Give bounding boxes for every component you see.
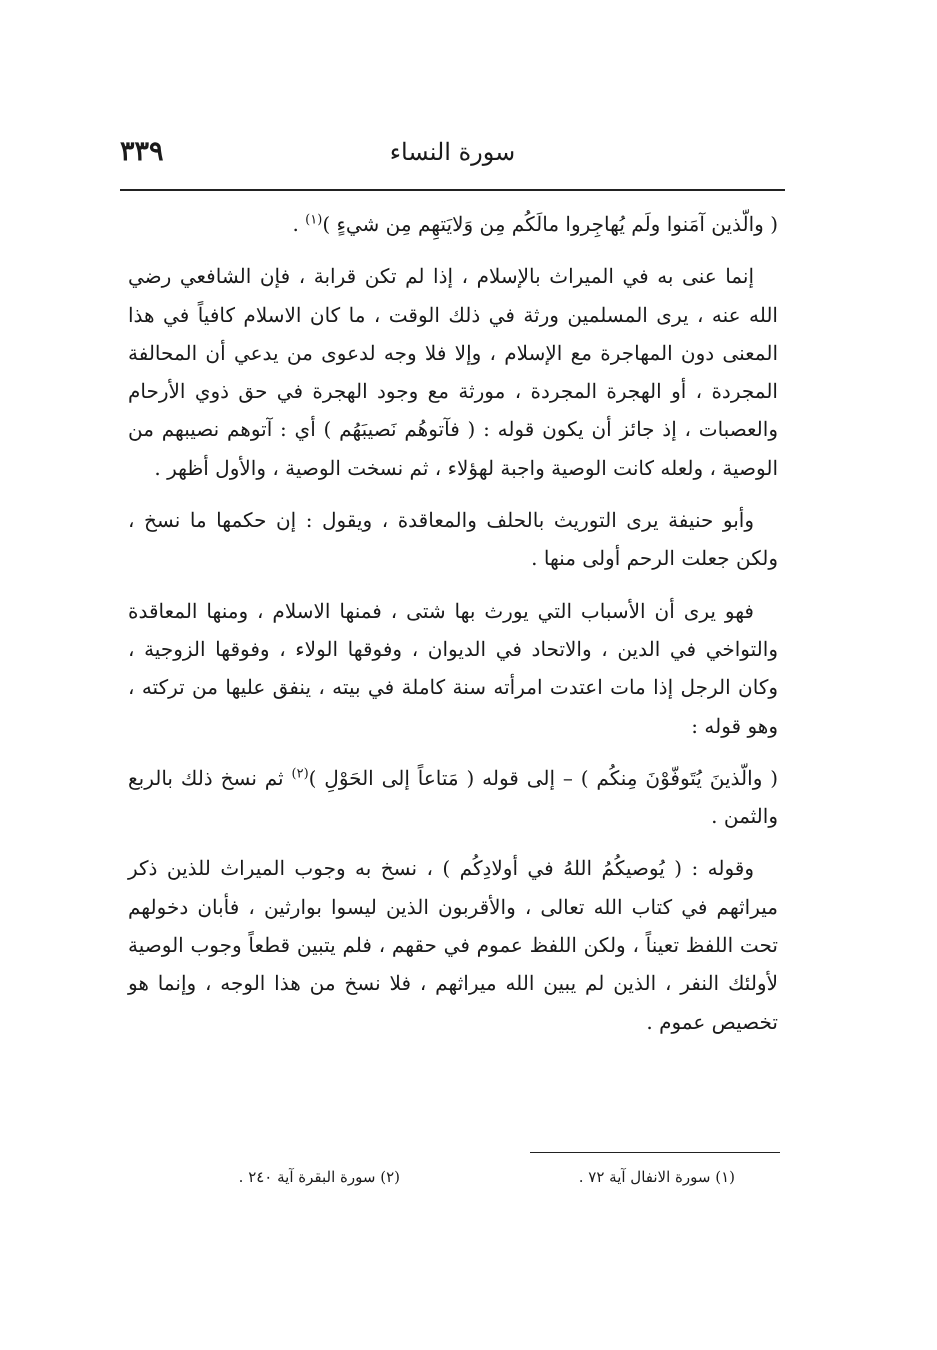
- footnote-ref-2: (٢): [291, 766, 309, 782]
- paragraph-6: وقوله : ( يُوصيكُمُ اللهُ في أولادِكُم ) ، نسخ به وجوب الميراث للذين ذكر ميراثهم في كتاب الله تعالى ، والأقربون الذين ليسوا بوارثين ، فأبان دخولهم تحت اللفظ تعيناً ، ولكن اللفظ عموم في حقهم ، فلم يتبين قطعاً وجوب الوصية لأولئك النفر ، الذين لم يبين الله ميراثهم ، فلا نسخ من هذا الوجه ، وإنما هو تخصيص عموم .: [128, 856, 778, 1034]
- footnote-ref-1: (١): [305, 212, 323, 228]
- header-divider: [120, 189, 785, 191]
- main-text: [128, 205, 778, 1055]
- verse-tail: ثم نسخ ذلك بالربع والثمن .: [128, 765, 778, 829]
- verse-text: ( والّذين آمَنوا ولَم يُهاجِروا مالَكُم مِن وَلايَتهِم مِن شيءٍ ): [322, 212, 778, 236]
- running-header: [120, 128, 785, 178]
- footnote-2: (٢) سورة البقرة آية ٢٤٠ .: [238, 1168, 400, 1186]
- paragraph-2: إنما عنى به في الميراث بالإسلام ، إذا لم تكن قرابة ، فإن الشافعي رضي الله عنه ، يرى المسلمين ورثة في ذلك الوقت ، ما كان الاسلام كافياً في هذا المعنى دون المهاجرة مع الإسلام ، وإلا فلا وجه لدعوى من يدعي أن المحالفة المجردة ، أو الهجرة المجردة ، مورثة مع وجود الهجرة في حق ذوي الأرحام والعصبات ، إذ جائز أن يكون قوله : ( فآتوهُم نَصيبَهُم ) أي : آتوهم نصيبهم من الوصية ، ولعله كانت الوصية واجبة لهؤلاء ، ثم نسخت الوصية ، والأول أظهر .: [128, 264, 778, 480]
- paragraph-3: وأبو حنيفة يرى التوريث بالحلف والمعاقدة ، ويقول : إن حكمها ما نسخ ، ولكن جعلت الرحم أولى منها .: [128, 508, 778, 571]
- paragraph-verse-1: [128, 205, 778, 243]
- page-number: ٣٣٩: [120, 136, 164, 167]
- paragraph-4: فهو يرى أن الأسباب التي يورث بها شتى ، فمنها الاسلام ، ومنها المعاقدة والتواخي في الدين ، والاتحاد في الديوان ، وفوقها الولاء ، وفوقها الزوجية ، وكان الرجل إذا مات اعتدت امرأته سنة كاملة في بيته ، ينفق عليها من تركته ، وهو قوله :: [128, 598, 778, 738]
- footnote-1: (١) سورة الانفال آية ٧٢ .: [578, 1168, 735, 1186]
- verse-tail: .: [292, 212, 299, 236]
- verse-text: ( والّذينَ يُتَوفّوْنَ مِنكُم ) – إلى قوله ( مَتاعاً إلى الحَوْلِ ): [308, 765, 779, 790]
- surah-title: سورة النساء: [389, 138, 516, 166]
- footnote-divider: [530, 1152, 780, 1153]
- paragraph-verse-2: [128, 759, 778, 836]
